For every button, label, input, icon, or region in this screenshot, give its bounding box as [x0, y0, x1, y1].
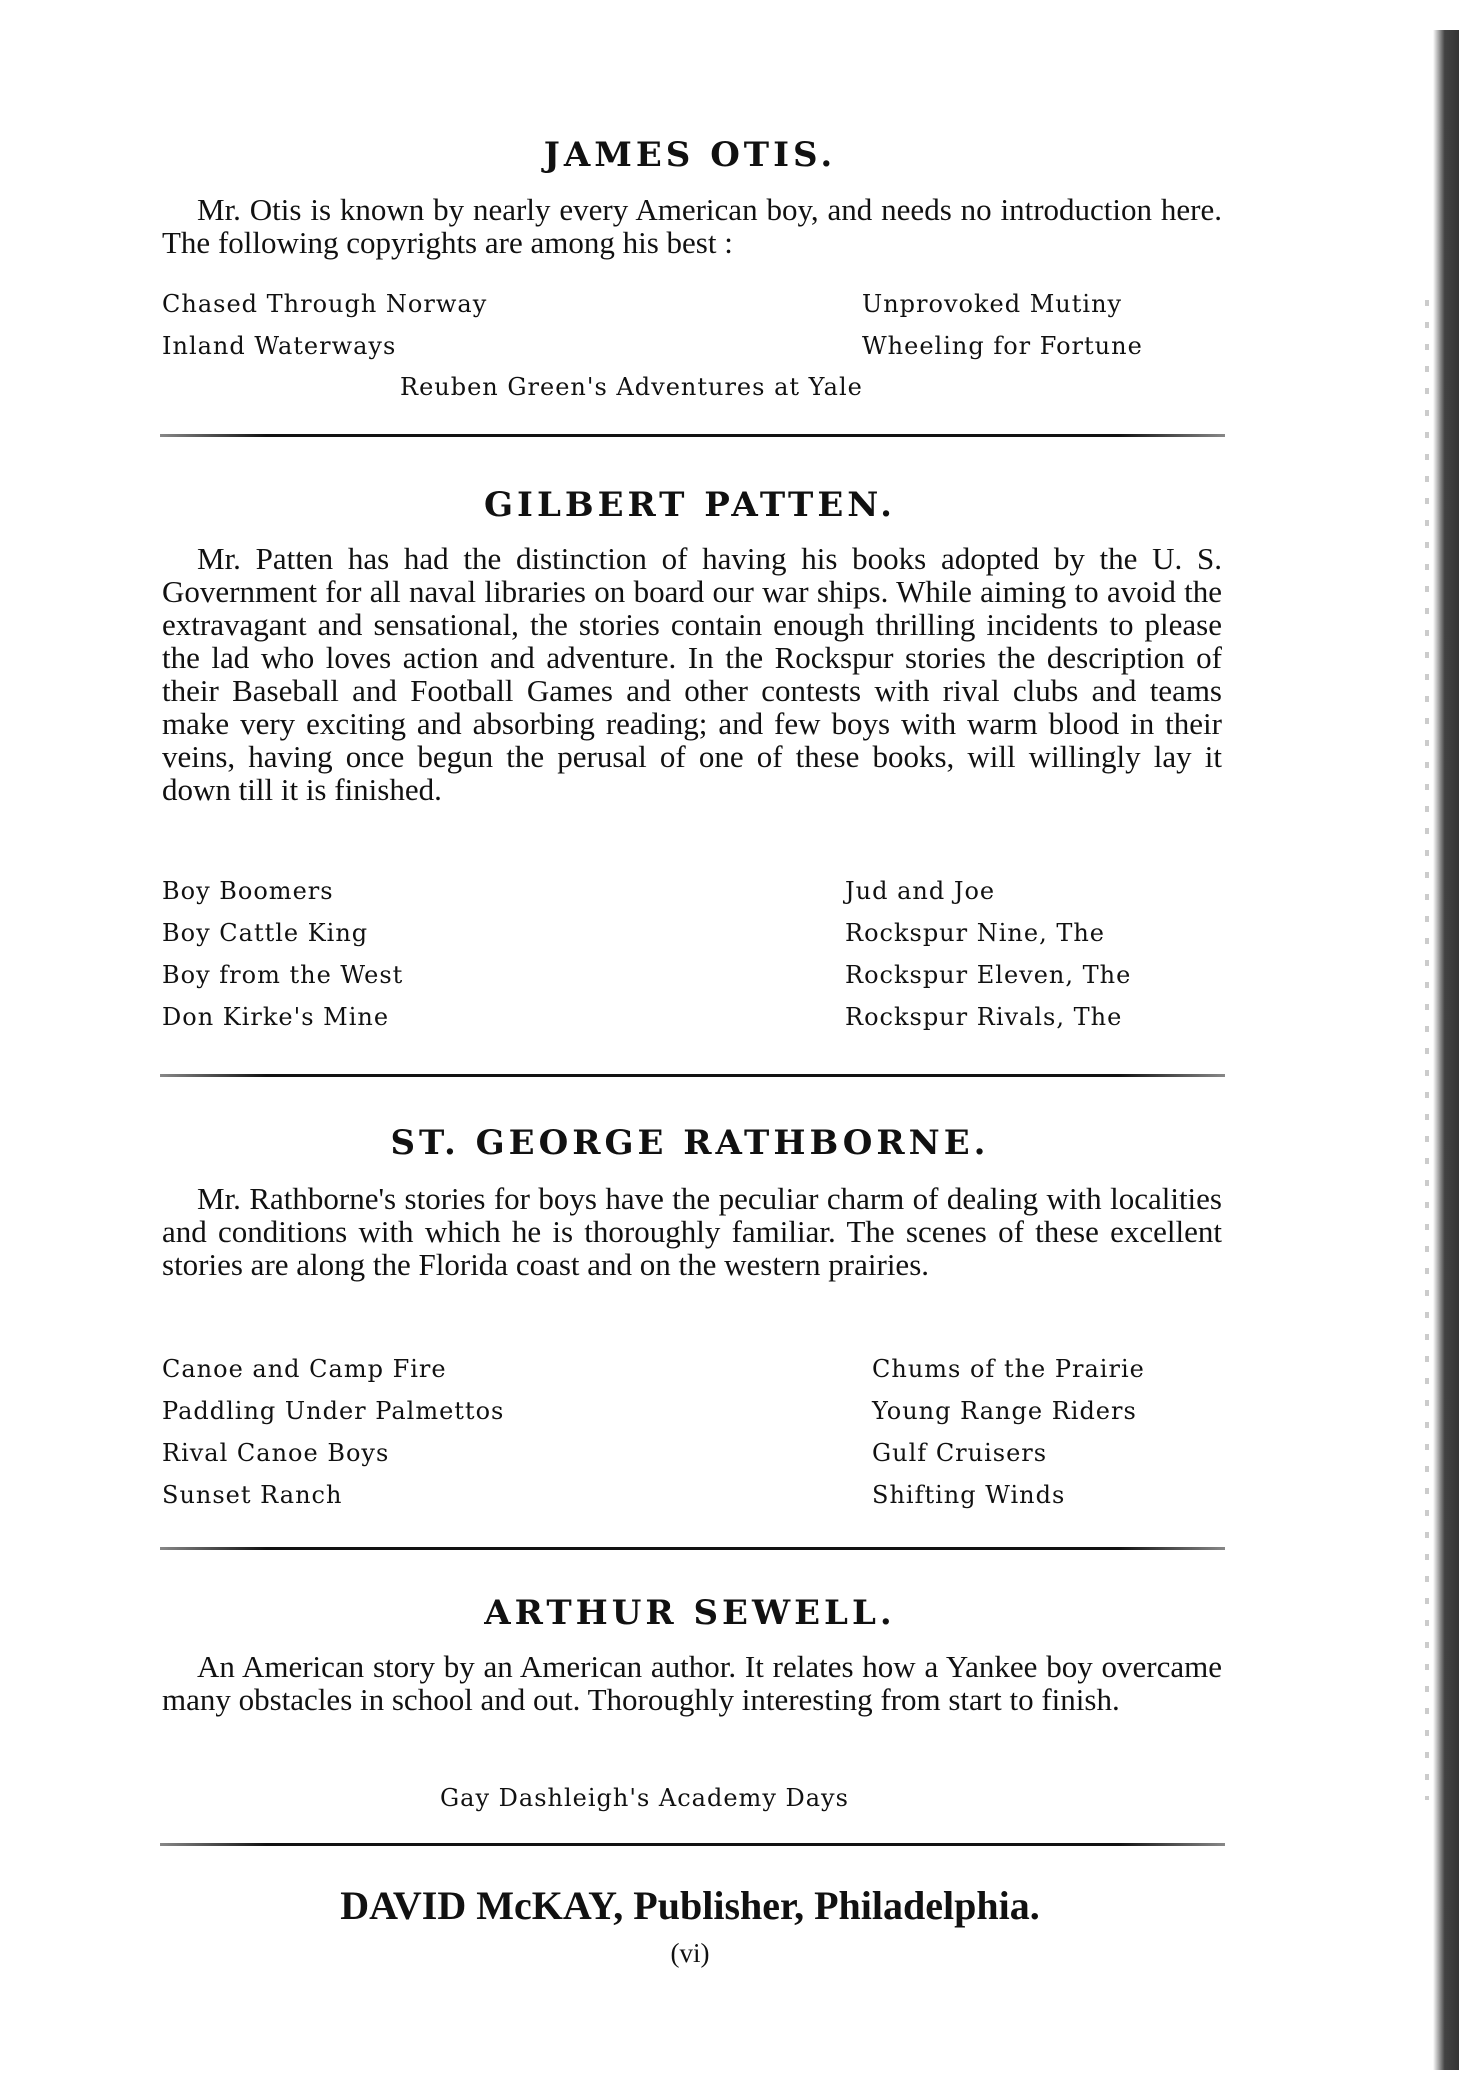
book-title: Don Kirke's Mine [162, 1003, 390, 1031]
book-title: Young Range Riders [872, 1397, 1137, 1425]
book-title: Jud and Joe [845, 877, 996, 905]
publisher-imprint: DAVID McKAY, Publisher, Philadelphia. [340, 1883, 1040, 1928]
section-heading-james-otis: JAMES OTIS. [543, 135, 837, 175]
book-title: Chums of the Prairie [872, 1355, 1145, 1383]
section-description-st-george-rathborne: Mr. Rathborne's stories for boys have the peculiar charm of dealing with localities and conditions with which he is thoroughly familiar. The scenes of these excellent stories are along the Florida coast and on the western prairies. [162, 1181, 1222, 1282]
book-title: Paddling Under Palmettos [162, 1397, 505, 1425]
book-title: Sunset Ranch [162, 1481, 343, 1509]
book-title: Gay Dashleigh's Academy Days [440, 1784, 849, 1812]
scanned-page-edge-noise [1425, 300, 1429, 1800]
section-heading-st-george-rathborne: ST. GEORGE RATHBORNE. [390, 1123, 990, 1163]
book-title: Boy from the West [162, 961, 404, 989]
section-description-gilbert-patten: Mr. Patten has had the distinction of having his books adopted by the U. S. Government for all naval libraries on board our war ships. While aiming to avoid the extravagant and sensational, the stories contain enough thrilling incidents to please the lad who loves action and adventure. In the Rockspur stories the description of their Baseball and Football Games and other contests with rival clubs and teams make very exciting and absorbing reading; and few boys with warm blood in their veins, having once begun the perusal of one of these books, will willingly lay it down till it is finished. [162, 541, 1222, 807]
section-divider [160, 434, 1225, 437]
section-description-arthur-sewell: An American story by an American author. It relates how a Yankee boy overcame many obstacles in school and out. Thoroughly interesting from start to finish. [162, 1649, 1222, 1717]
section-heading-gilbert-patten: GILBERT PATTEN. [484, 485, 896, 525]
book-title: Rockspur Nine, The [845, 919, 1106, 947]
book-title: Rockspur Rivals, The [845, 1003, 1123, 1031]
book-title: Rival Canoe Boys [162, 1439, 390, 1467]
book-title: Gulf Cruisers [872, 1439, 1048, 1467]
section-divider [160, 1547, 1225, 1550]
book-title: Shifting Winds [872, 1481, 1066, 1509]
book-title: Chased Through Norway [162, 290, 488, 318]
book-title: Inland Waterways [162, 332, 397, 360]
book-title: Boy Cattle King [162, 919, 369, 947]
book-title: Rockspur Eleven, The [845, 961, 1132, 989]
scanned-page-edge [1433, 30, 1459, 2070]
book-title: Canoe and Camp Fire [162, 1355, 447, 1383]
book-title: Boy Boomers [162, 877, 334, 905]
section-description-james-otis: Mr. Otis is known by nearly every American boy, and needs no introduction here. The following copyrights are among his best : [162, 192, 1222, 260]
book-title: Unprovoked Mutiny [862, 290, 1123, 318]
section-divider [160, 1843, 1225, 1846]
book-title: Wheeling for Fortune [862, 332, 1143, 360]
book-title: Reuben Green's Adventures at Yale [400, 373, 863, 401]
page-number: (vi) [670, 1938, 710, 1968]
section-heading-arthur-sewell: ARTHUR SEWELL. [484, 1593, 896, 1633]
section-divider [160, 1074, 1225, 1077]
